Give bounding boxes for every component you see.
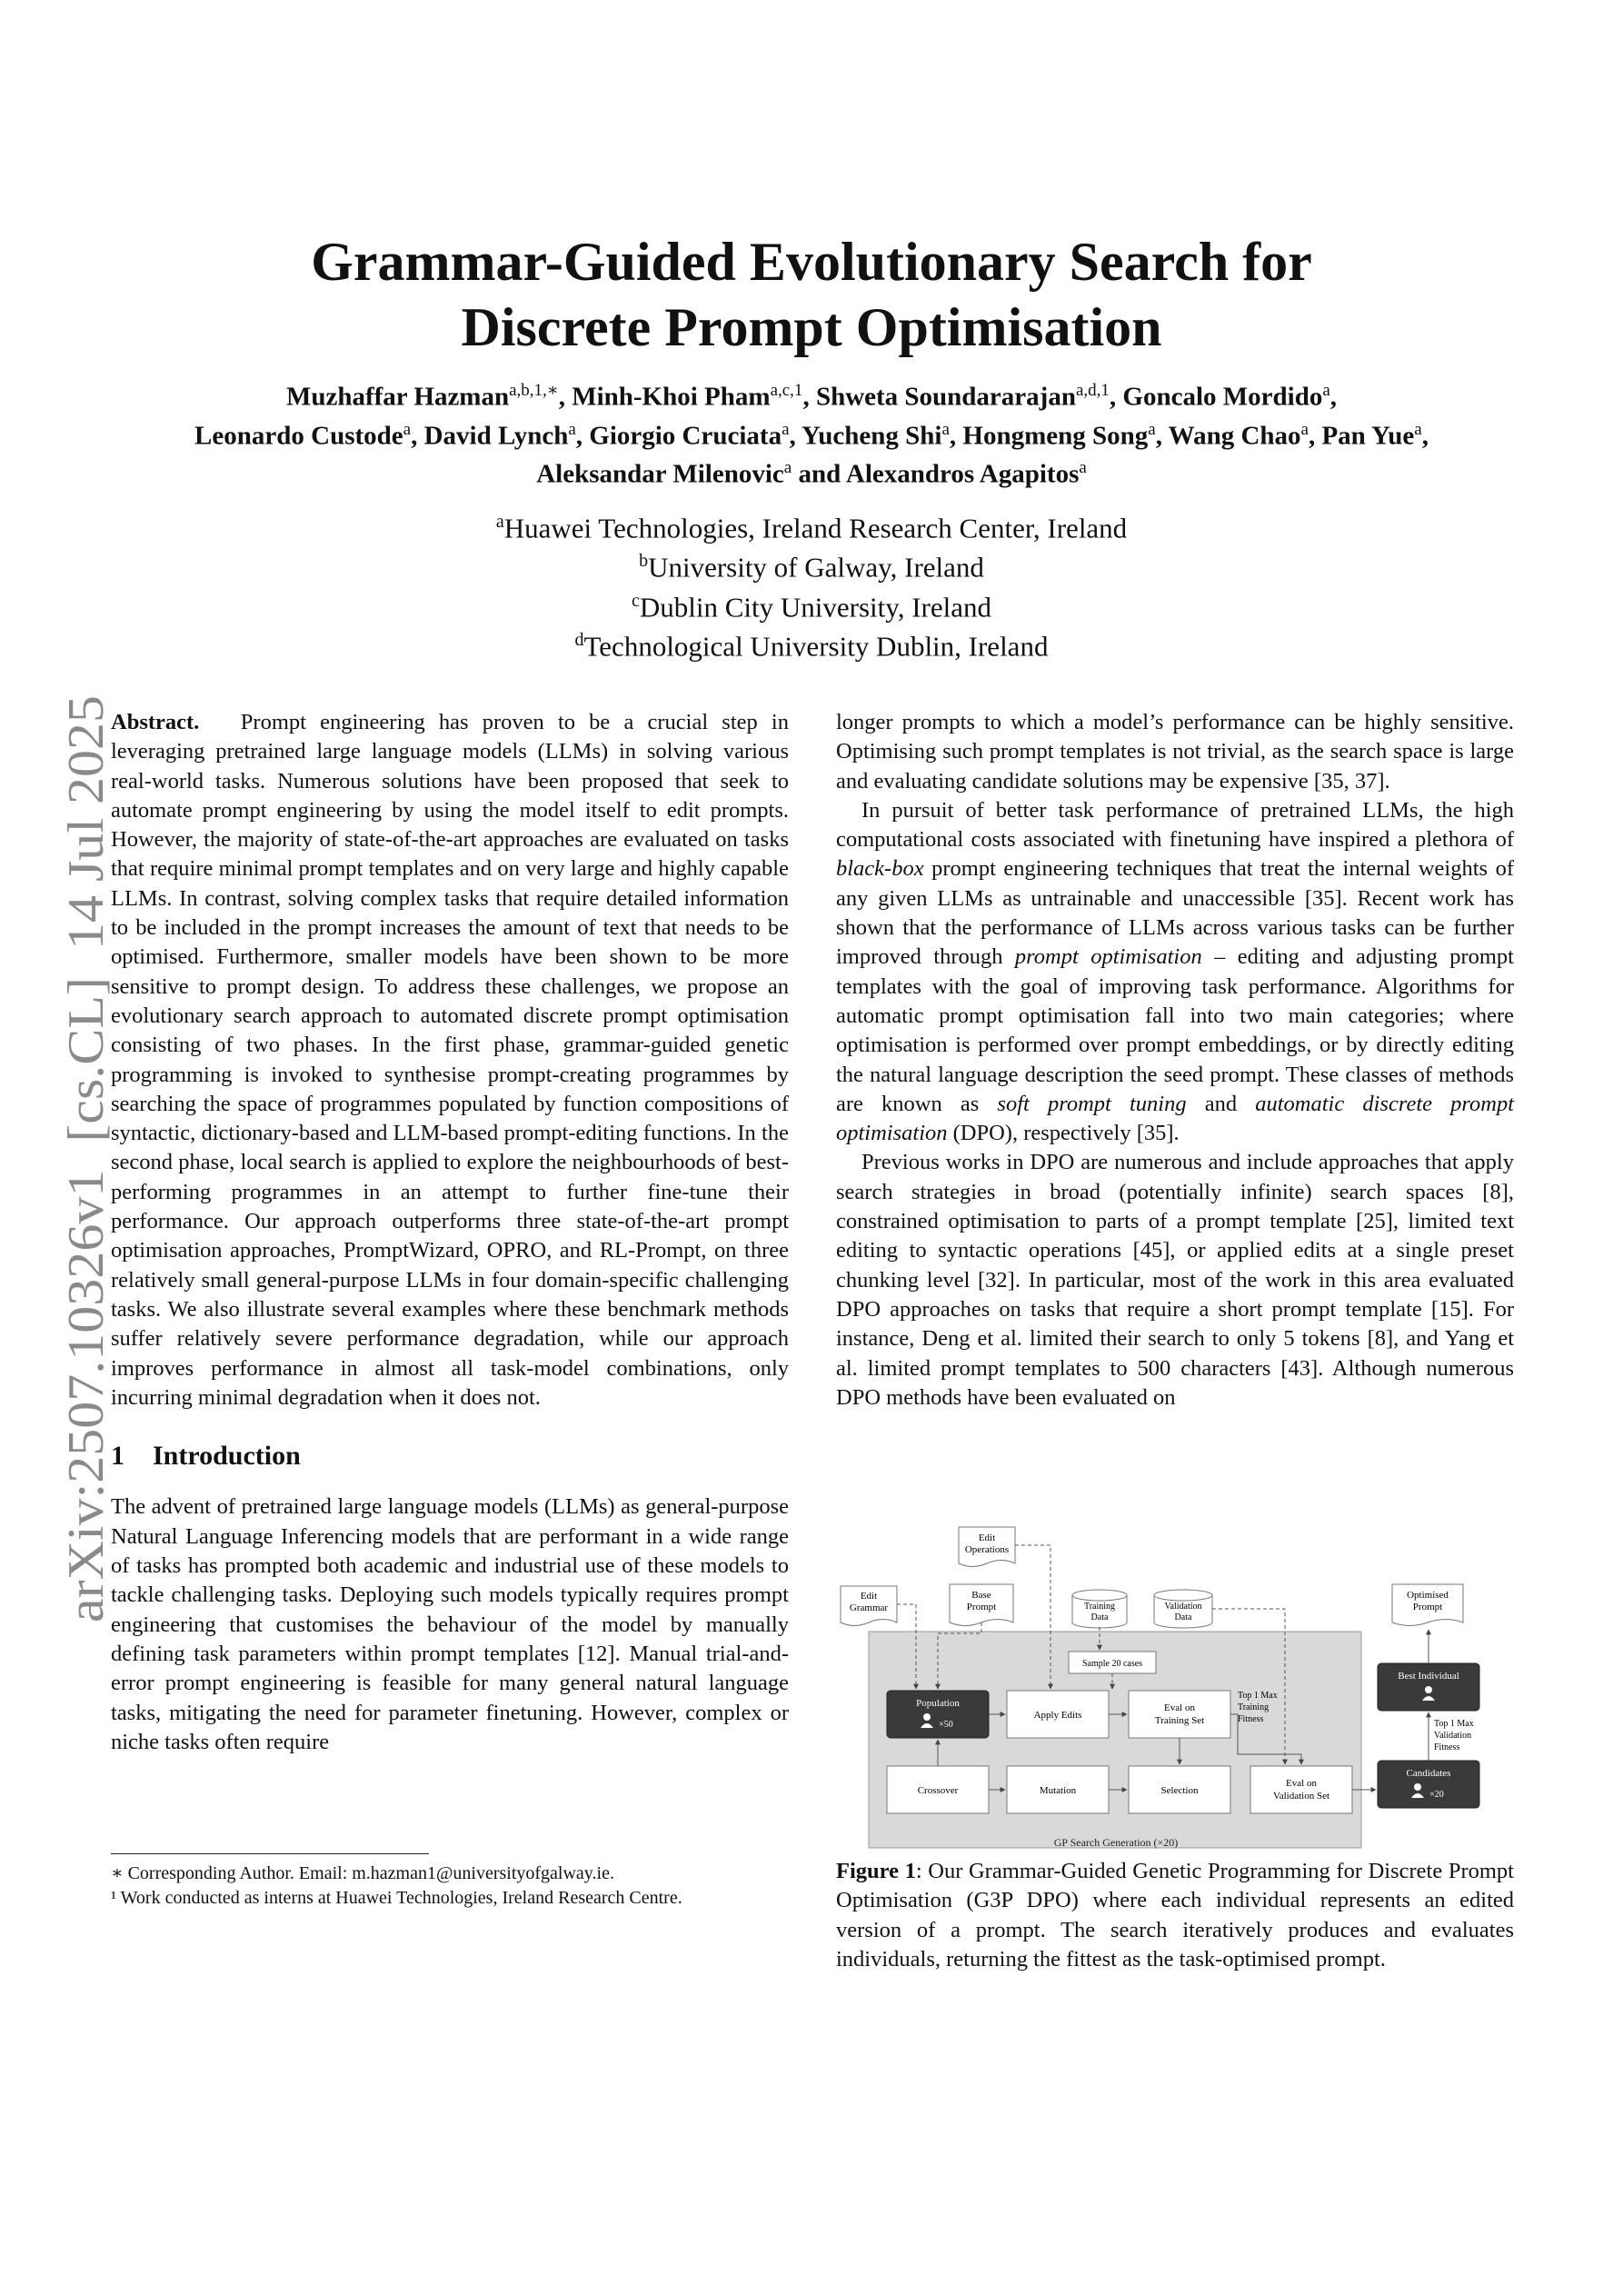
author-separator: , [802,382,816,412]
author-separator: and [792,459,846,489]
abstract-label: Abstract. [111,710,200,734]
author-affiliation-marker: a [568,419,576,439]
author-separator: , [558,382,573,412]
author-name: Leonardo Custode [194,421,403,451]
svg-text:×20: ×20 [1429,1790,1444,1800]
svg-text:Optimised: Optimised [1407,1590,1449,1601]
mutation-box [1007,1766,1109,1813]
crossover-box [887,1766,989,1813]
author-name: Minh-Khoi Pham [572,382,771,412]
svg-text:Best Individual: Best Individual [1398,1671,1459,1682]
top1-validation-label [1434,1719,1474,1752]
svg-text:Edit: Edit [978,1532,996,1543]
paper-title [0,229,1623,360]
title-line-2: Discrete Prompt Optimisation [461,297,1162,357]
svg-text:Selection: Selection [1160,1785,1199,1796]
author-name: Goncalo Mordido [1122,382,1323,412]
svg-text:Eval on: Eval on [1286,1778,1317,1789]
author-separator: , [411,421,424,451]
author-affiliation-marker: a,d,1 [1075,381,1110,400]
authors-line-2 [91,414,1532,453]
intro-paragraph-2: longer prompts to which a model’s performance can be highly sensitive. Optimising such prompt templates is not trivial, as the search space is large and evaluating candidate solutions may be expensive [35, 37]. [836,710,1514,794]
author-affiliation-marker: a [1414,419,1422,439]
best-individual-box [1378,1663,1479,1711]
population-box [887,1691,989,1738]
svg-text:Apply Edits: Apply Edits [1033,1710,1082,1721]
author-affiliation-marker: a [941,419,950,439]
svg-text:Base: Base [971,1590,991,1601]
author-affiliation-marker: a [783,458,792,478]
validation-data-cylinder [1154,1590,1212,1628]
author-name: Giorgio Cruciata [589,421,782,451]
figure-label: Figure 1 [836,1859,916,1883]
author-separator: , [789,421,802,451]
svg-text:Operations: Operations [964,1544,1010,1555]
svg-text:Data: Data [1174,1612,1192,1622]
edit-operations-doc [959,1527,1015,1567]
section-number: 1 [111,1441,124,1472]
svg-text:Fitness: Fitness [1238,1714,1264,1724]
author-separator: , [1308,421,1322,451]
edit-grammar-doc [841,1586,897,1626]
svg-text:Candidates: Candidates [1406,1768,1451,1779]
svg-text:Eval on: Eval on [1164,1702,1195,1713]
arxiv-identifier: arXiv:2507.10326v1 [cs.CL] 14 Jul 2025 [58,757,115,1622]
svg-text:Sample 20 cases: Sample 20 cases [1081,1659,1143,1669]
svg-text:Validation Set: Validation Set [1272,1791,1330,1802]
sample-cases-box [1069,1652,1156,1673]
svg-text:Top 1 Max: Top 1 Max [1238,1691,1278,1701]
section-heading-introduction [111,1442,789,1471]
svg-text:Fitness: Fitness [1434,1742,1460,1752]
svg-text:×50: ×50 [939,1720,953,1730]
author-separator: , [949,421,963,451]
author-affiliation-marker: a [1079,458,1087,478]
abstract [111,708,789,1413]
author-affiliation-marker: a [1322,381,1330,400]
author-separator: , [1109,382,1123,412]
title-line-1: Grammar-Guided Evolutionary Search for [311,232,1312,292]
intro-paragraph-3: In pursuit of better task performance of pretrained LLMs, the high computational costs associated with finetuning have inspired a plethora of black-box prompt engineering techniques that treat the internal weights of any given LLMs as untrainable and unaccessible [35]. Recent work has shown that the performance of LLMs across various tasks can be further improved through prompt optimisation – editing and adjusting prompt templates with the goal of improving task performance. Algorithms for automatic prompt optimisation fall into two main categories; where optimisation is performed over prompt embeddings, or by directly editing the natural language description the seed prompt. These classes of methods are known as soft prompt tuning and automatic discrete prompt optimisation (DPO), respectively [35]. [836,797,1515,1146]
figure-caption-text: : Our Grammar-Guided Genetic Programming for Discrete Prompt Optimisation (G3P DPO) where each individual represents an edited version of a prompt. The search iteratively produces and evaluates individuals, returning the fittest as the task-optimised prompt. [836,1859,1514,1972]
author-affiliation-marker: a [403,419,412,439]
author-name: David Lynch [423,421,569,451]
svg-text:Validation: Validation [1164,1602,1202,1612]
person-icon [1425,1686,1432,1693]
footnote-corresponding: ∗ Corresponding Author. Email: m.hazman1@universityofgalway.ie. [111,1863,614,1883]
gp-generation-label: GP Search Generation (×20) [1053,1836,1179,1849]
footnote-rule [111,1853,429,1854]
apply-edits-box [1007,1691,1109,1738]
training-data-cylinder [1072,1590,1127,1628]
author-separator: , [1421,421,1429,451]
svg-text:Validation: Validation [1434,1731,1472,1741]
figure-1-caption [836,1857,1514,1974]
author-affiliation-marker: a,c,1 [770,381,803,400]
affiliation-b: $^b$University of Galway, Ireland [639,551,984,584]
svg-text:Prompt: Prompt [1412,1602,1443,1612]
author-affiliation-marker: a [1300,419,1309,439]
svg-text:Top 1 Max: Top 1 Max [1434,1719,1474,1729]
svg-text:Prompt: Prompt [966,1602,997,1612]
svg-text:Training: Training [1238,1702,1270,1712]
person-icon [1414,1783,1421,1791]
author-affiliation-marker: a [782,419,790,439]
author-name: Alexandros Agapitos [845,459,1080,489]
author-name: Shweta Soundararajan [815,382,1076,412]
base-prompt-doc [950,1584,1013,1626]
optimised-prompt-doc [1392,1584,1463,1626]
svg-text:Population: Population [916,1698,960,1709]
svg-text:Data: Data [1090,1612,1109,1622]
affiliation-list [0,505,1623,663]
author-affiliation-marker: a,b,1,∗ [509,381,559,400]
authors-line-1 [91,374,1532,414]
author-name: Hongmeng Song [962,421,1149,451]
svg-text:Grammar: Grammar [849,1602,889,1613]
author-name: Pan Yue [1321,421,1415,451]
section-title: Introduction [153,1441,301,1472]
author-name: Yucheng Shi [801,421,942,451]
author-separator: , [575,421,590,451]
eval-training-box [1129,1691,1230,1738]
left-column [111,708,789,1757]
selection-box [1129,1766,1230,1813]
abstract-text: Prompt engineering has proven to be a crucial step in leveraging pretrained large language models (LLMs) in solving various real-world tasks. Numerous solutions have been proposed that seek to automate prompt engineering by using the model itself to edit prompts. However, the majority of state-of-the-art approaches are evaluated on tasks that require minimal prompt templates and on very large and highly capable LLMs. In contrast, solving complex tasks that require detailed information to be included in the prompt increases the amount of text that needs to be optimised. Furthermore, smaller models have been shown to be more sensitive to prompt design. To address these challenges, we propose an evolutionary search approach to automated discrete prompt optimisation consisting of two phases. In the first phase, grammar-guided genetic programming is invoked to synthesise prompt-creating programmes by searching the space of programmes populated by function compositions of syntactic, dictionary-based and LLM-based prompt-editing functions. In the second phase, local search is applied to explore the neighbourhoods of best-performing programmes in an attempt to further fine-tune their performance. Our approach outperforms three state-of-the-art prompt optimisation approaches, PromptWizard, OPRO, and RL-Prompt, on three relatively small general-purpose LLMs in four domain-specific challenging tasks. We also illustrate several examples where these benchmark methods suffer relatively severe performance degradation, while our approach improves performance in almost all task-model combinations, only incurring minimal degradation when it does not. [111,710,789,1410]
person-icon [923,1713,931,1721]
author-affiliation-marker: a [1148,419,1156,439]
author-separator: , [1329,382,1338,412]
author-list [91,374,1532,491]
author-name: Aleksandar Milenovic [536,459,784,489]
candidates-box [1378,1761,1479,1808]
intro-paragraph-1: The advent of pretrained large language models (LLMs) as general-purpose Natural Language Inferencing models that are performant in a wide range of tasks has prompted both academic and industrial use of these models to tackle challenging tasks. Deploying such models typically requires prompt engineering that customises the behaviour of the model by manually defining task parameters within prompt templates [12]. Manual trial-and-error prompt engineering is feasible for many general natural language tasks, mitigating the need for parameter finetuning. However, complex or niche tasks often require [111,1494,789,1754]
author-name: Muzhaffar Hazman [285,382,510,412]
svg-text:Training Set: Training Set [1154,1715,1205,1726]
footnotes [111,1862,802,1911]
figure-1-diagram [836,1522,1514,1863]
intro-paragraph-4: Previous works in DPO are numerous and include approaches that apply search strategies in broad (potentially infinite) search spaces [8], constrained optimisation to parts of a prompt template [25], limited text editing to syntactic operations [45], or applied edits at a single preset chunking level [32]. In particular, most of the work in this area evaluated DPO approaches on tasks that require a short prompt template [15]. For instance, Deng et al. limited their search to only 5 tokens [8], and Yang et al. limited prompt templates to 500 characters [43]. Although numerous DPO methods have been evaluated on [836,1150,1514,1410]
svg-text:Training: Training [1083,1602,1116,1612]
svg-text:Crossover: Crossover [917,1785,959,1796]
authors-line-3 [91,452,1532,491]
affiliation-d: $^d$Technological University Dublin, Ireland [574,629,1049,663]
eval-validation-box [1250,1766,1352,1813]
affiliation-c: $^c$Dublin City University, Ireland [631,590,992,623]
author-separator: , [1155,421,1169,451]
footnote-interns: ¹ Work conducted as interns at Huawei Technologies, Ireland Research Centre. [111,1888,682,1908]
right-column [836,708,1514,1413]
svg-text:Edit: Edit [860,1591,878,1602]
affiliation-a: $^a$Huawei Technologies, Ireland Research Center, Ireland [495,512,1128,544]
author-name: Wang Chao [1168,421,1301,451]
svg-text:Mutation: Mutation [1039,1785,1077,1796]
